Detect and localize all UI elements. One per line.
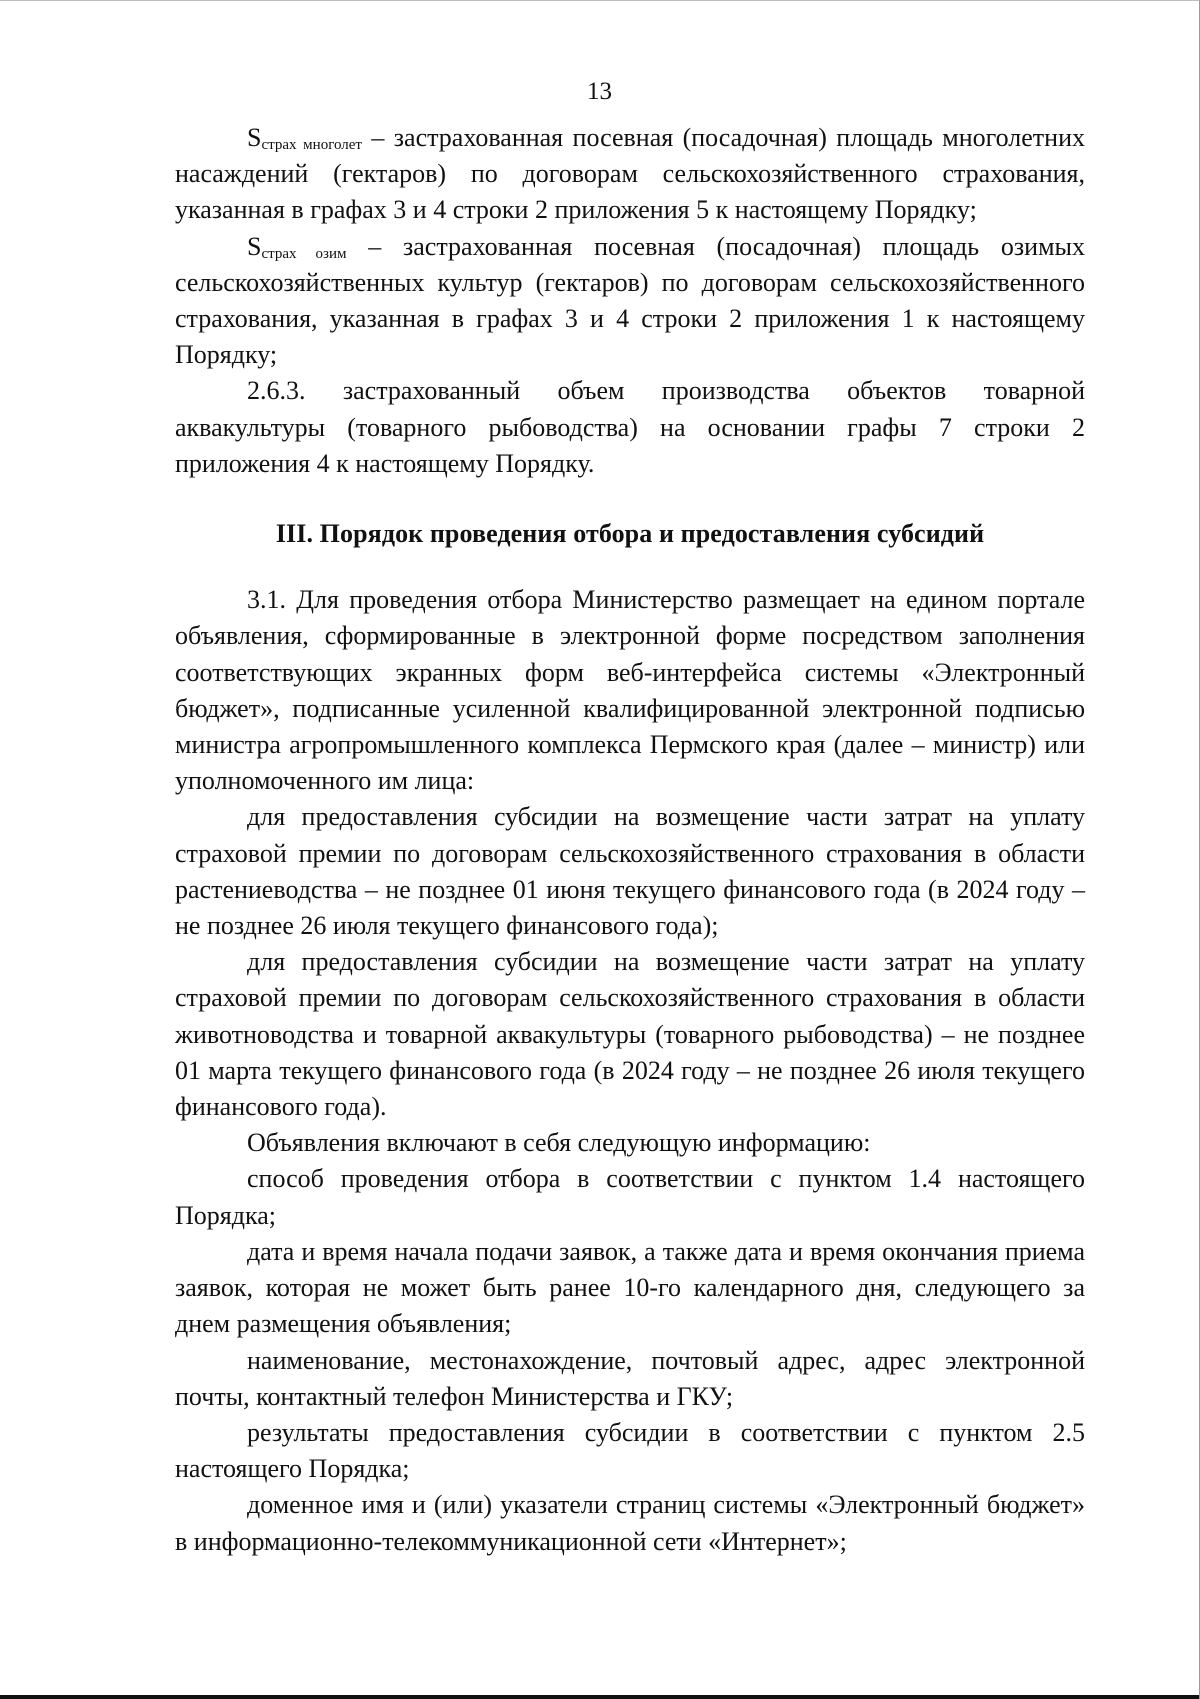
- paragraph-announcement-intro: Объявления включают в себя следующую информацию:: [247, 1128, 871, 1158]
- list-item-dates: дата и время начала подачи заявок, а также дата и время окончания приема заявок, которая не может быть ранее 10-го календарного дня, следующего за днем размещения объявления;: [175, 1236, 1085, 1339]
- scan-bottom-edge: [0, 1695, 1199, 1699]
- item-2-6-3: 2.6.3. застрахованный объем производства объектов товарной аквакультуры (товарного рыбоводства) на основании графы 7 строки 2 приложения 4 к настоящему Порядку.: [175, 376, 1085, 478]
- symbol-s: S: [247, 231, 262, 261]
- definition-s-strakh-ozim: [175, 229, 1085, 374]
- symbol-subscript: страх озим: [261, 245, 347, 262]
- definition-text: – застрахованная посевная (посадочная) площадь озимых сельскохозяйственных культур (гектаров) по договорам сельскохозяйственного страхования, указанная в графах 3 и 4 строки 2 приложения 1 к настоящему Порядку;: [175, 231, 1086, 370]
- list-item-domain-name: доменное имя и (или) указатели страниц системы «Электронный бюджет» в информационно-телекоммуникационной сети «Интернет»;: [175, 1490, 1085, 1556]
- document-body: [175, 120, 1085, 1560]
- list-item-results: результаты предоставления субсидии в соответствии с пунктом 2.5 настоящего Порядка;: [175, 1417, 1085, 1484]
- paragraph-livestock-insurance: для предоставления субсидии на возмещение части затрат на уплату страховой премии по договорам сельскохозяйственного страхования в области животноводства и товарной аквакультуры (товарного рыбоводства) – не позднее 01 марта текущего финансового года (в 2024 году – не позднее 26 июля текущего финансового года).: [175, 947, 1085, 1122]
- list-item-selection-method: способ проведения отбора в соответствии с пунктом 1.4 настоящего Порядка;: [175, 1164, 1085, 1230]
- paragraph-3-1: 3.1. Для проведения отбора Министерство размещает на едином портале объявления, сформированные в электронной форме посредством заполнения соответствующих экранных форм веб-интерфейса системы «Электронный бюджет», подписанные усиленной квалифицированной электронной подписью министра агропромышленного комплекса Пермского края (далее – министр) или уполномоченного им лица:: [175, 585, 1085, 796]
- paragraph-crop-insurance: для предоставления субсидии на возмещение части затрат на уплату страховой премии по договорам сельскохозяйственного страхования в области растениеводства – не позднее 01 июня текущего финансового года (в 2024 году – не позднее 26 июля текущего финансового года);: [175, 802, 1085, 941]
- list-item-contacts: наименование, местонахождение, почтовый адрес, адрес электронной почты, контактный телефон Министерства и ГКУ;: [175, 1345, 1085, 1411]
- symbol-s: S: [247, 123, 262, 152]
- page-number: 13: [587, 78, 612, 105]
- symbol-subscript: страх многолет: [261, 137, 362, 153]
- definition-text: – застрахованная посевная (посадочная) площадь многолетних насаждений (гектаров) по договорам сельскохозяйственного страхования, указанная в графах 3 и 4 строки 2 приложения 5 к настоящему Порядку;: [175, 123, 1085, 225]
- section-heading: III. Порядок проведения отбора и предоставления субсидий: [275, 519, 985, 549]
- definition-s-strakh-mnogolet: [175, 120, 1085, 229]
